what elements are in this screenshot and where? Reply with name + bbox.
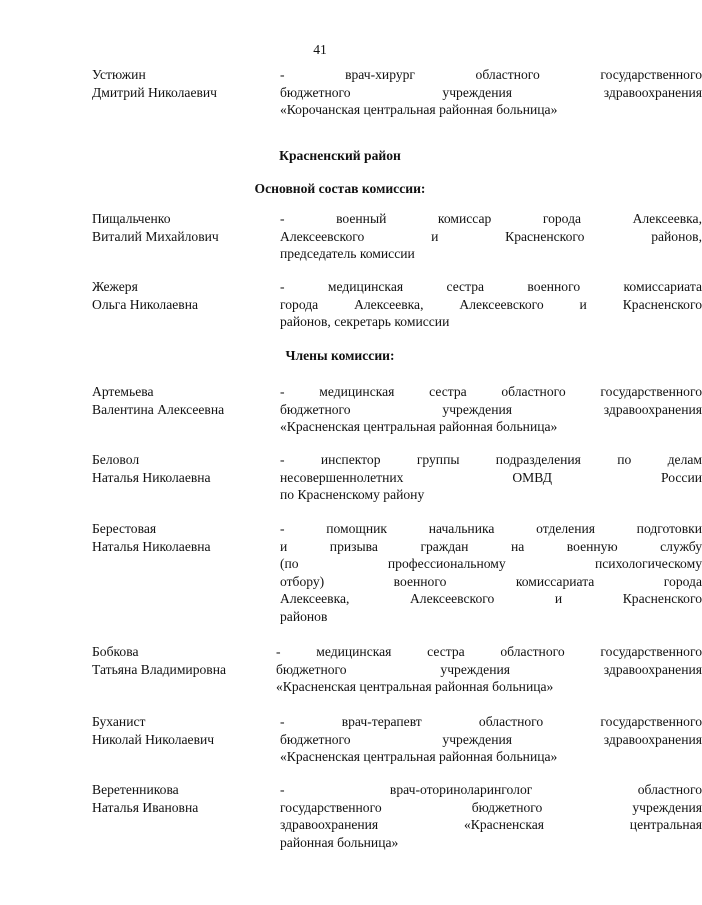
position-line: бюджетного учреждения здравоохранения	[276, 661, 702, 677]
position-line: «Красненская центральная районная больница»	[280, 419, 558, 435]
given-names: Виталий Михайлович	[92, 228, 219, 244]
given-names: Дмитрий Николаевич	[92, 84, 218, 100]
position-line: здравоохранения «Красненская центральная	[280, 817, 702, 833]
surname: Жежеря	[92, 279, 138, 294]
given-names: Валентина Алексеевна	[92, 401, 225, 417]
person-position	[280, 210, 702, 263]
position-line: - инспектор группы подразделения по делам	[280, 452, 702, 467]
surname: Веретенникова	[92, 782, 179, 797]
position-line: города Алексеевка, Алексеевского и Красненского	[280, 296, 702, 312]
given-names: Наталья Ивановна	[92, 799, 199, 815]
given-names: Наталья Николаевна	[92, 538, 211, 554]
given-names: Татьяна Владимировна	[92, 661, 227, 677]
surname: Берестовая	[92, 521, 157, 536]
position-line: по Красненскому району	[280, 487, 425, 503]
person-position	[280, 451, 702, 504]
given-names: Наталья Николаевна	[92, 469, 211, 485]
district-heading: Красненский район	[279, 148, 401, 163]
position-line: - врач-хирург областного государственного	[280, 67, 702, 82]
main-composition-heading: Основной состав комиссии:	[254, 181, 426, 196]
position-line: - военный комиссар города Алексеевка,	[280, 211, 702, 226]
position-line: несовершеннолетних ОМВД России	[280, 469, 702, 485]
person-position	[280, 66, 702, 119]
person-position	[280, 278, 702, 331]
person-name	[92, 383, 262, 418]
person-name	[92, 210, 262, 245]
page-number: 41	[313, 42, 327, 57]
position-line: Алексеевка, Алексеевского и Красненского	[280, 591, 702, 607]
person-name	[92, 643, 262, 678]
person-position	[280, 781, 702, 851]
person-position	[280, 520, 702, 626]
position-line: бюджетного учреждения здравоохранения	[280, 401, 702, 417]
position-line: - врач-терапевт областного государственного	[280, 714, 702, 729]
person-name	[92, 713, 262, 748]
position-line: районов, секретарь комиссии	[280, 314, 450, 330]
person-name	[92, 451, 262, 486]
person-position	[280, 383, 702, 436]
position-line: - медицинская сестра областного государственного	[280, 384, 702, 399]
position-line: районов	[280, 608, 328, 624]
person-name	[92, 66, 262, 101]
person-position	[276, 643, 702, 696]
position-line: - помощник начальника отделения подготовки	[280, 521, 702, 536]
given-names: Николай Николаевич	[92, 731, 215, 747]
given-names: Ольга Николаевна	[92, 296, 199, 312]
position-line: председатель комиссии	[280, 246, 415, 262]
person-name	[92, 781, 262, 816]
position-line: и призыва граждан на военную службу	[280, 538, 702, 554]
position-line: «Корочанская центральная районная больница»	[280, 102, 558, 118]
position-line: государственного бюджетного учреждения	[280, 799, 702, 815]
position-line: «Красненская центральная районная больница»	[276, 679, 554, 695]
person-name	[92, 520, 262, 555]
position-line: - врач-оториноларинголог областного	[280, 782, 702, 797]
person-position	[280, 713, 702, 766]
position-line: бюджетного учреждения здравоохранения	[280, 731, 702, 747]
position-line: (по профессиональному психологическому	[280, 556, 702, 572]
members-heading: Члены комиссии:	[285, 348, 395, 363]
position-line: - медицинская сестра военного комиссариата	[280, 279, 702, 294]
surname: Пищальченко	[92, 211, 171, 226]
person-name	[92, 278, 262, 313]
position-line: «Красненская центральная районная больница»	[280, 749, 558, 765]
position-line: - медицинская сестра областного государственного	[276, 644, 702, 659]
position-line: отбору) военного комиссариата города	[280, 573, 702, 589]
surname: Устюжин	[92, 67, 146, 82]
surname: Беловол	[92, 452, 140, 467]
position-line: бюджетного учреждения здравоохранения	[280, 84, 702, 100]
surname: Артемьева	[92, 384, 154, 399]
position-line: районная больница»	[280, 834, 399, 850]
surname: Бобкова	[92, 644, 139, 659]
surname: Буханист	[92, 714, 146, 729]
position-line: Алексеевского и Красненского районов,	[280, 228, 702, 244]
